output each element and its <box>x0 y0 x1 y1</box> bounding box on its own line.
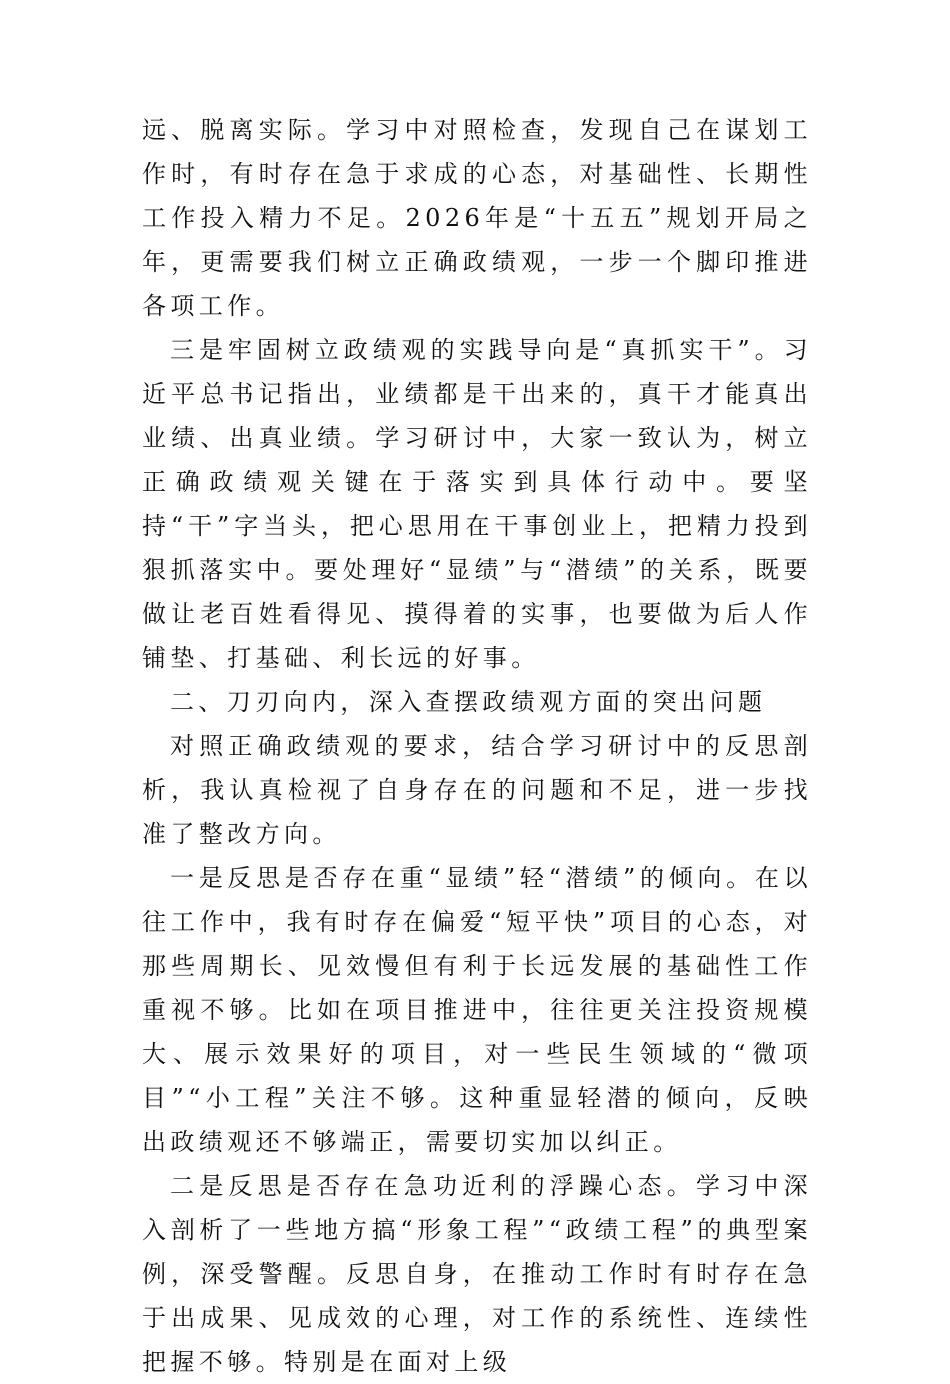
section-heading-two: 二、刀刃向内，深入查摆政绩观方面的突出问题 <box>170 688 767 716</box>
paragraph-point-three: 三是牢固树立政绩观的实践导向是“真抓实干”。习近平总书记指出，业绩都是干出来的，真干才能真出业绩、出真业绩。学习研讨中，大家一致认为，树立正确政绩观关键在于落实到具体行动中。要坚持“干”字当头，把心思用在干事创业上，把精力投到狠抓落实中。要处理好“显绩”与“潜绩”的关系，既要做让老百姓看得见、摸得着的实事，也要做为后人作铺垫、打基础、利长远的好事。 <box>142 336 812 672</box>
document-body <box>142 108 812 1384</box>
paragraph-intro: 对照正确政绩观的要求，结合学习研讨中的反思剖析，我认真检视了自身存在的问题和不足，进一步找准了整改方向。 <box>142 732 812 848</box>
paragraph-problem-one: 一是反思是否存在重“显绩”轻“潜绩”的倾向。在以往工作中，我有时存在偏爱“短平快”项目的心态，对那些周期长、见效慢但有利于长远发展的基础性工作重视不够。比如在项目推进中，往往更关注投资规模大、展示效果好的项目，对一些民生领域的“微项目”“小工程”关注不够。这种重显轻潜的倾向，反映出政绩观还不够端正，需要切实加以纠正。 <box>142 864 812 1156</box>
paragraph-problem-two: 二是反思是否存在急功近利的浮躁心态。学习中深入剖析了一些地方搞“形象工程”“政绩工程”的典型案例，深受警醒。反思自身，在推动工作时有时存在急于出成果、见成效的心理，对工作的系统性、连续性把握不够。特别是在面对上级 <box>142 1172 812 1376</box>
paragraph-continuation: 远、脱离实际。学习中对照检查，发现自己在谋划工作时，有时存在急于求成的心态，对基础性、长期性工作投入精力不足。2026年是“十五五”规划开局之年，更需要我们树立正确政绩观，一步一个脚印推进各项工作。 <box>142 116 812 320</box>
